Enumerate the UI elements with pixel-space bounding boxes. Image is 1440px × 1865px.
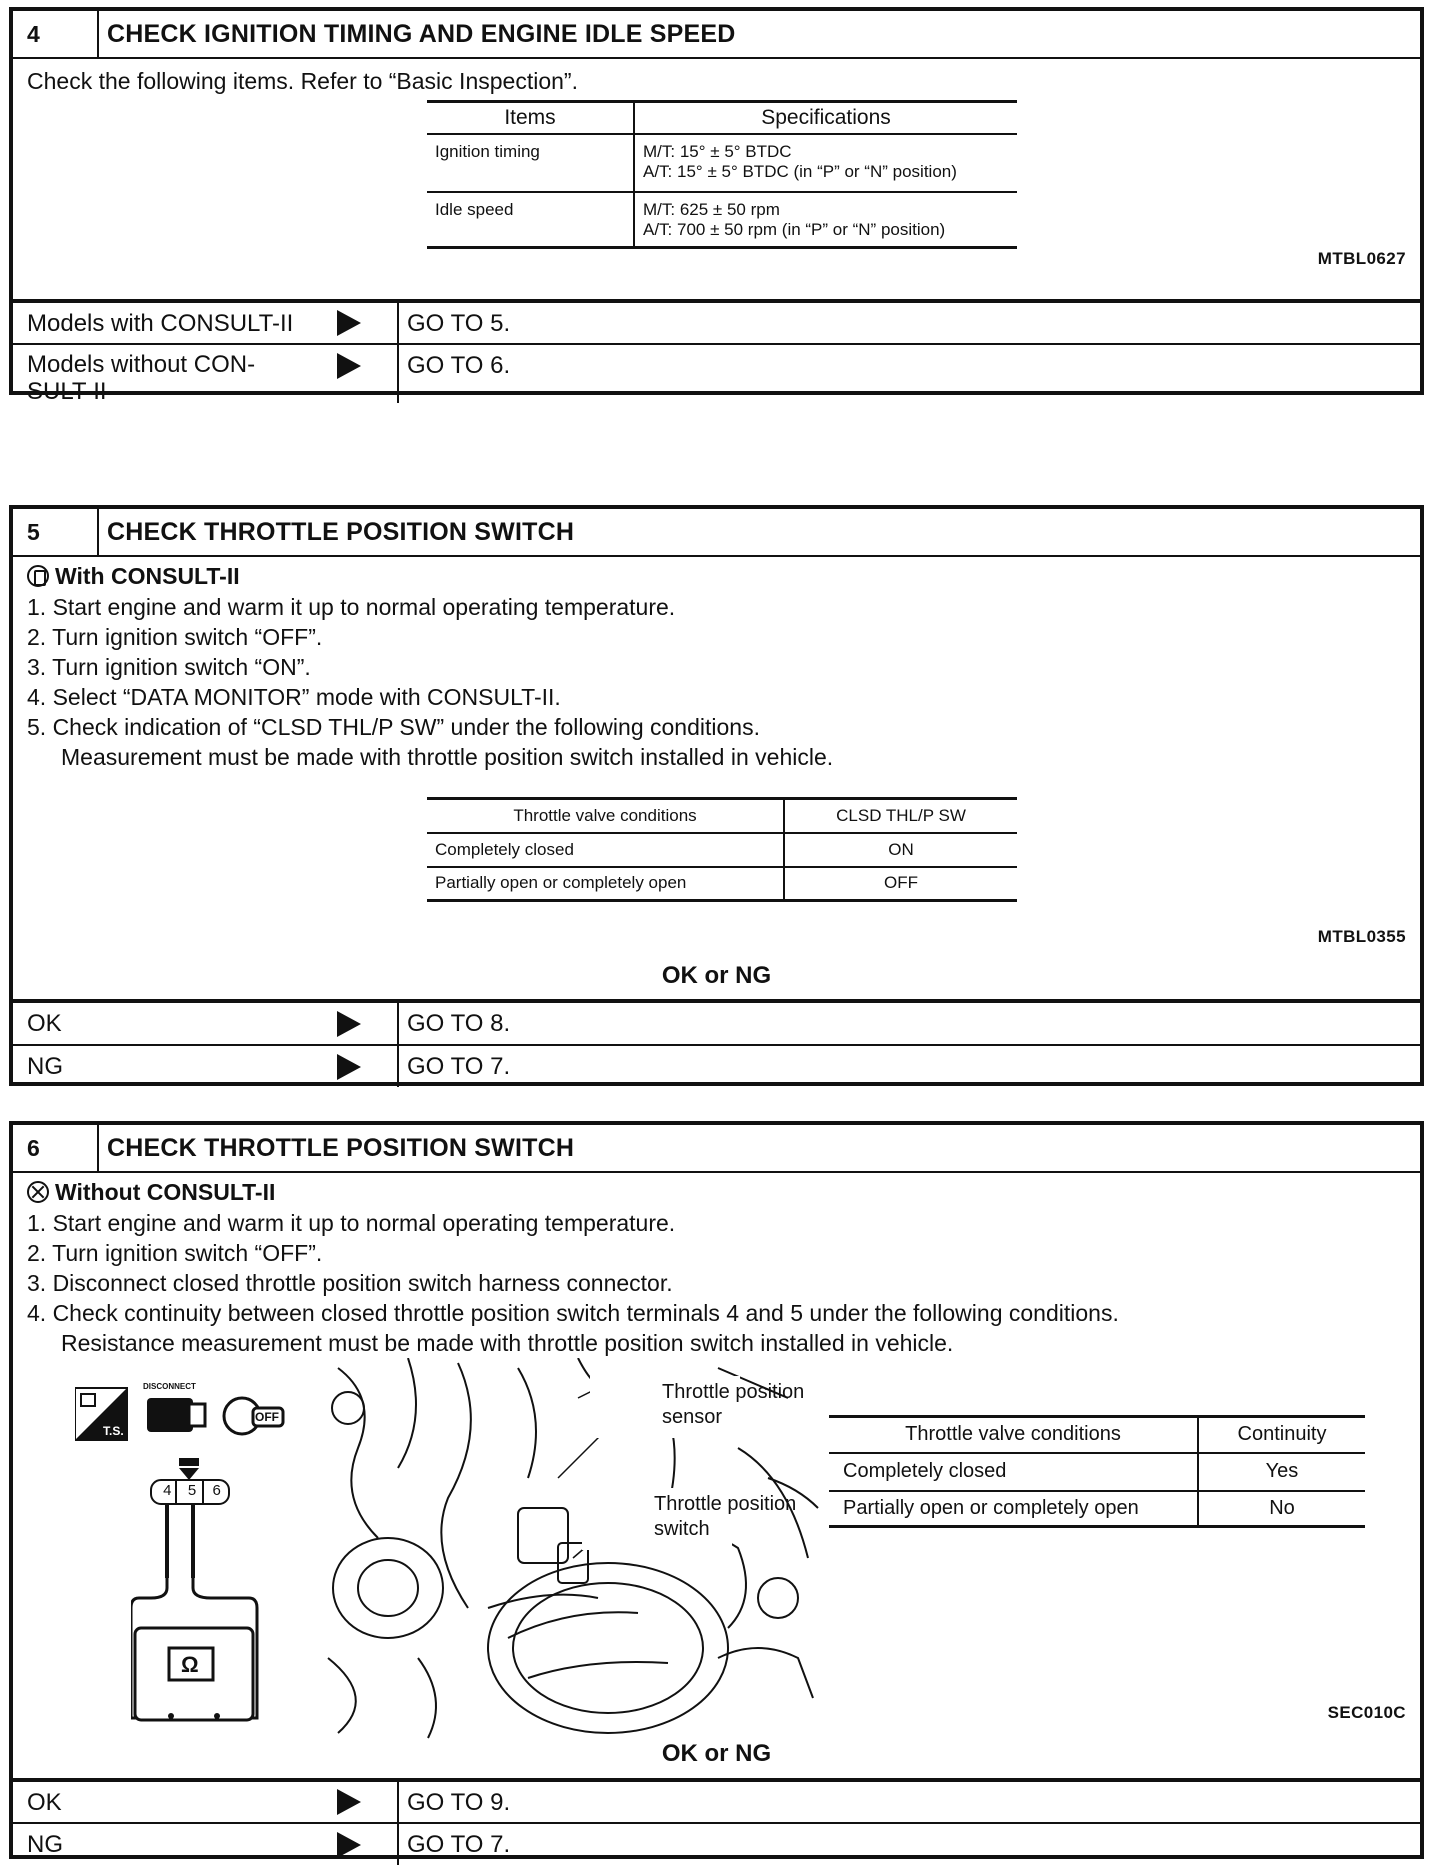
cell-spec: [634, 134, 1017, 192]
cell-spec: [634, 192, 1017, 248]
col-header-conditions: Throttle valve conditions: [905, 1423, 1121, 1446]
arrow-right-icon: [337, 1054, 361, 1080]
result-row: [13, 343, 1420, 403]
table-row: [829, 1491, 1365, 1527]
step-note: Resistance measurement must be made with throttle position switch installed in vehicle.: [61, 1330, 954, 1356]
table-row: [427, 833, 1017, 867]
spec-line: M/T: 15° ± 5° BTDC: [643, 141, 792, 161]
terminal-5: 5: [187, 1482, 197, 1499]
result-row: [13, 301, 1420, 343]
step-item: 3. Turn ignition switch “ON”.: [27, 654, 311, 680]
label-line: switch: [654, 1518, 710, 1540]
condition-label: NG: [27, 1053, 63, 1080]
label-throttle-sensor: [662, 1380, 804, 1430]
spec-line: A/T: 700 ± 50 rpm (in “P” or “N” position): [643, 219, 946, 239]
consult-icon: [27, 565, 49, 587]
step-item: 2. Turn ignition switch “OFF”.: [27, 1240, 323, 1266]
step-item: 5. Check indication of “CLSD THL/P SW” under the following conditions.: [27, 714, 760, 740]
result-condition: [13, 303, 399, 343]
table-row: [427, 867, 1017, 901]
arrow-right-icon: [337, 1011, 361, 1037]
off-label: OFF: [255, 1410, 279, 1424]
step-item: 4. Check continuity between closed throttle position switch terminals 4 and 5 under the following conditions.: [27, 1300, 1119, 1326]
cell-condition: Completely closed: [435, 839, 574, 859]
label-line: Throttle position: [654, 1493, 797, 1515]
section-header: [13, 509, 1420, 557]
cell-value: ON: [784, 833, 1017, 867]
cell-item: Ignition timing: [435, 141, 540, 161]
table-row: [829, 1453, 1365, 1491]
terminal-labels: [155, 1482, 229, 1499]
section-5: [9, 505, 1424, 1086]
result-row: [13, 1044, 1420, 1087]
section-body: [13, 1173, 1420, 1780]
arrow-right-icon: [337, 1789, 361, 1815]
condition-table: [427, 797, 1017, 902]
cell-condition: Partially open or completely open: [435, 873, 687, 893]
mode-heading: [27, 563, 240, 590]
condition-label: NG: [27, 1831, 63, 1858]
terminal-4: 4: [163, 1482, 172, 1499]
mode-label: Without CONSULT-II: [55, 1179, 276, 1205]
step-item: 4. Select “DATA MONITOR” mode with CONSULT-II.: [27, 684, 561, 710]
result-condition: [13, 1003, 399, 1044]
spec-line: A/T: 15° ± 5° BTDC (in “P” or “N” position): [643, 161, 957, 181]
section-header: [13, 1125, 1420, 1173]
result-action: GO TO 6.: [407, 352, 511, 379]
figure-ref: MTBL0627: [1317, 249, 1406, 268]
no-consult-icon: [27, 1181, 49, 1203]
engine-illustration: [318, 1358, 823, 1740]
result-condition: [13, 1782, 399, 1822]
result-row: [13, 1822, 1420, 1865]
arrow-right-icon: [337, 1832, 361, 1858]
cell-condition: Partially open or completely open: [843, 1496, 1139, 1519]
ohm-symbol: Ω: [181, 1652, 199, 1677]
col-header-specifications: Specifications: [634, 102, 1017, 134]
cell-value: Yes: [1198, 1453, 1365, 1491]
table-row: [427, 134, 1017, 192]
meter-diagram: [131, 1458, 281, 1728]
result-action: GO TO 7.: [407, 1831, 511, 1858]
condition-label: OK: [27, 1010, 62, 1037]
ts-label: T.S.: [103, 1424, 124, 1438]
result-action: GO TO 8.: [407, 1010, 511, 1037]
result-condition: [13, 1046, 399, 1087]
continuity-table: [829, 1415, 1365, 1528]
step-number: 4: [13, 11, 99, 57]
result-condition: [13, 345, 399, 403]
condition-label: Models with CONSULT-II: [27, 310, 294, 337]
col-header-items: Items: [504, 105, 556, 129]
cell-condition: Completely closed: [843, 1460, 1007, 1482]
section-4: [9, 7, 1424, 405]
spec-line: M/T: 625 ± 50 rpm: [643, 199, 780, 219]
label-line: sensor: [662, 1406, 723, 1428]
disconnect-label: DISCONNECT: [143, 1382, 196, 1391]
condition-label: OK: [27, 1789, 62, 1816]
ok-or-ng-label: OK or NG: [661, 962, 772, 989]
cell-item: Idle speed: [435, 199, 514, 219]
section-title: CHECK THROTTLE POSITION SWITCH: [107, 517, 575, 546]
label-throttle-switch: [654, 1492, 796, 1542]
col-header-continuity: Continuity: [1198, 1417, 1365, 1453]
tool-icons: [75, 1378, 335, 1448]
section-body: [13, 557, 1420, 1001]
condition-label: Models without CON-: [27, 351, 256, 378]
result-action: GO TO 5.: [407, 310, 511, 337]
step-item: 2. Turn ignition switch “OFF”.: [27, 624, 323, 650]
result-row: [13, 1780, 1420, 1822]
step-number: 5: [13, 509, 99, 555]
section-6: [9, 1121, 1424, 1859]
figure-ref: MTBL0355: [1317, 927, 1406, 946]
terminal-6: 6: [212, 1482, 221, 1499]
section-title: CHECK THROTTLE POSITION SWITCH: [107, 1133, 575, 1162]
mode-label: With CONSULT-II: [55, 563, 240, 589]
arrow-right-icon: [337, 353, 361, 379]
cell-value: OFF: [784, 867, 1017, 901]
section-body: [13, 59, 1420, 301]
result-condition: [13, 1824, 399, 1865]
col-header-conditions: Throttle valve conditions: [513, 805, 697, 825]
label-line: Throttle position: [662, 1381, 805, 1403]
step-item: 3. Disconnect closed throttle position switch harness connector.: [27, 1270, 673, 1296]
result-action: GO TO 7.: [407, 1053, 511, 1080]
step-item: 1. Start engine and warm it up to normal operating temperature.: [27, 594, 676, 620]
cell-value: No: [1198, 1491, 1365, 1527]
result-action: GO TO 9.: [407, 1789, 511, 1816]
figure-ref: SEC010C: [1327, 1703, 1406, 1722]
step-note: Measurement must be made with throttle position switch installed in vehicle.: [61, 744, 834, 770]
step-number: 6: [13, 1125, 99, 1171]
section-title: CHECK IGNITION TIMING AND ENGINE IDLE SPEED: [107, 19, 736, 48]
table-row: [427, 192, 1017, 248]
intro-text: Check the following items. Refer to “Basic Inspection”.: [27, 68, 578, 94]
col-header-clsd: CLSD THL/P SW: [784, 799, 1017, 833]
section-header: [13, 11, 1420, 59]
step-item: 1. Start engine and warm it up to normal operating temperature.: [27, 1210, 676, 1236]
result-row: [13, 1001, 1420, 1044]
ok-or-ng-label: OK or NG: [661, 1740, 772, 1767]
spec-table: [427, 100, 1017, 249]
arrow-right-icon: [337, 310, 361, 336]
condition-label: SULT-II: [27, 378, 107, 405]
mode-heading: [27, 1179, 275, 1206]
